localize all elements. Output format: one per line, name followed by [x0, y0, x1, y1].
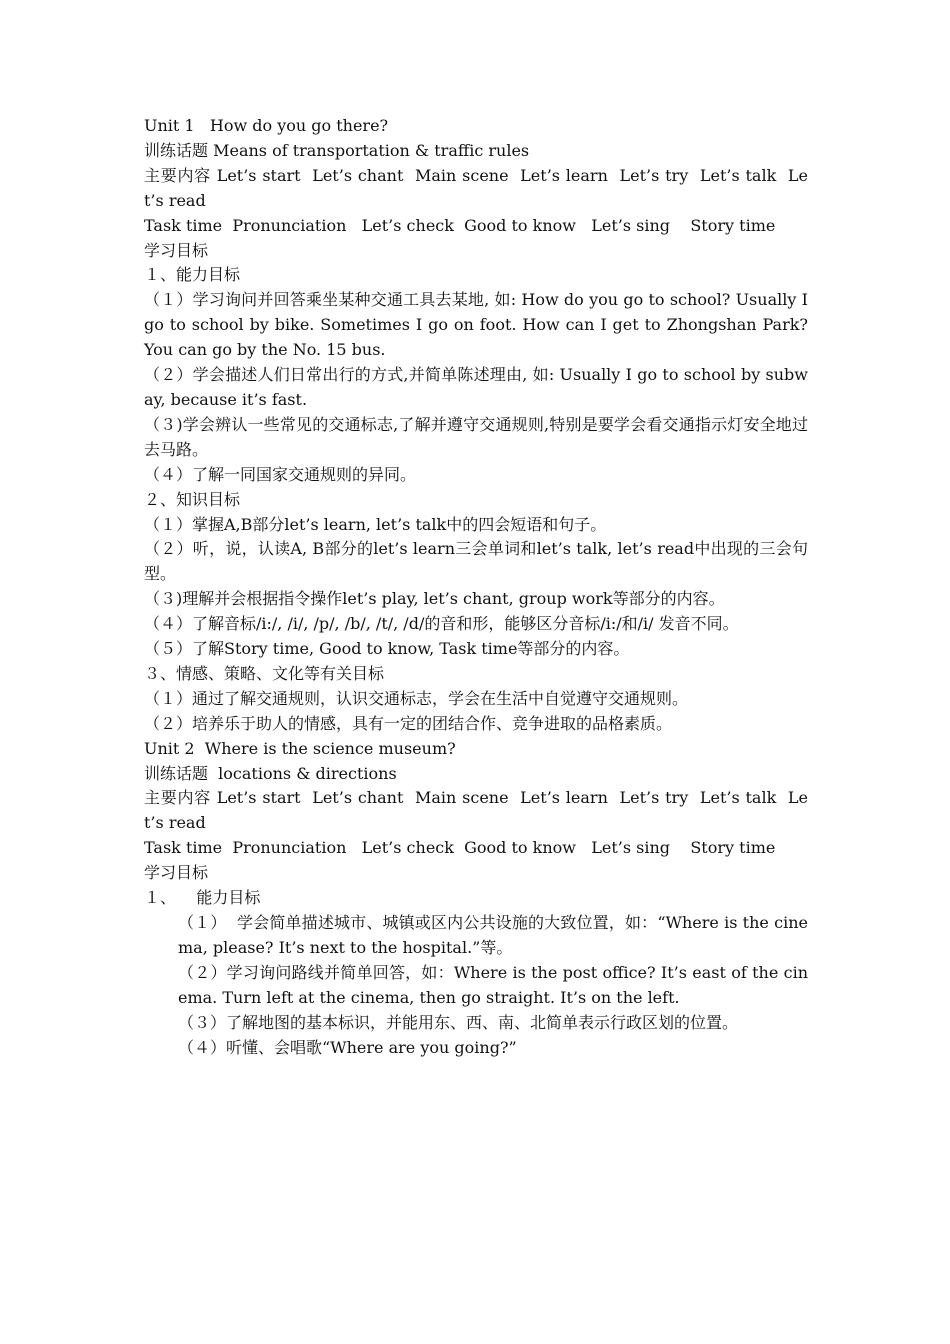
unit1-knowledge-item: （１）掌握A,B部分let’s learn, let’s talk中的四会短语和句子。: [144, 514, 607, 534]
unit1-affect-heading: ３、情感、策略、文化等有关目标: [144, 663, 385, 683]
unit2-topic: 训练话题 locations & directions: [144, 763, 397, 783]
unit1-knowledge-item: （３)理解并会根据指令操作let’s play, let’s chant, group work等部分的内容。: [144, 589, 725, 609]
unit2-content-line1: 主要内容 Let’s start Let’s chant Main scene Let’s learn Let’s try Let’s talk Let’s read: [144, 788, 808, 833]
unit2-ability-heading: １、 能力目标: [144, 888, 261, 908]
document-body: [144, 114, 814, 1060]
unit1-ability-item: （１）学习询问并回答乘坐某种交通工具去某地, 如: How do you go to school? Usually I go to school by bike. Sometimes I go on foot. How can I get to Zhongshan Park? You can go by the No. 15 bus.: [144, 290, 814, 360]
unit1-knowledge-item: （２）听，说，认读A, B部分的let’s learn三会单词和let’s talk, let’s read中出现的三会句型。: [144, 539, 808, 584]
unit1-content-line1: 主要内容 Let’s start Let’s chant Main scene Let’s learn Let’s try Let’s talk Let’s read: [144, 165, 808, 210]
unit1-ability-item: （２）学会描述人们日常出行的方式,并简单陈述理由, 如: Usually I go to school by subway, because it’s fast.: [144, 365, 808, 409]
unit1-ability-heading: １、能力目标: [144, 265, 241, 285]
unit1-content-line2: Task time Pronunciation Let’s check Good to know Let’s sing Story time: [144, 215, 776, 235]
unit2-ability-item: （２）学习询问路线并简单回答，如：Where is the post office? It’s east of the cinema. Turn left at the cinema, then go straight. It’s on the left.: [178, 962, 808, 1007]
unit1-title: Unit 1 How do you go there?: [144, 116, 389, 135]
unit1-goals-heading: 学习目标: [144, 240, 209, 260]
unit1-knowledge-item: （４）了解音标/i:/, /i/, /p/, /b/, /t/, /d/的音和形，能够区分音标/i:/和/i/ 发音不同。: [144, 614, 739, 634]
unit1-ability-item: （４）了解一同国家交通规则的异同。: [144, 464, 417, 484]
unit2-goals-heading: 学习目标: [144, 863, 209, 883]
unit2-ability-item: （３）了解地图的基本标识，并能用东、西、南、北简单表示行政区划的位置。: [178, 1012, 739, 1032]
unit2-title: Unit 2 Where is the science museum?: [144, 738, 456, 758]
unit1-topic: 训练话题 Means of transportation & traffic rules: [144, 140, 530, 160]
unit2-content-line2: Task time Pronunciation Let’s check Good to know Let’s sing Story time: [144, 838, 776, 858]
unit1-affect-item: （２）培养乐于助人的情感，具有一定的团结合作、竞争进取的品格素质。: [144, 713, 673, 733]
unit1-affect-item: （１）通过了解交通规则，认识交通标志，学会在生活中自觉遵守交通规则。: [144, 688, 689, 708]
unit2-ability-item: （１） 学会简单描述城市、城镇或区内公共设施的大致位置，如：“Where is the cinema, please? It’s next to the hospital.”等。: [178, 913, 808, 957]
unit2-ability-item: （４）听懂、会唱歌“Where are you going?”: [178, 1037, 517, 1057]
unit1-knowledge-item: （５）了解Story time, Good to know, Task time等部分的内容。: [144, 639, 630, 659]
unit1-knowledge-heading: ２、知识目标: [144, 489, 241, 509]
unit1-ability-item: （３)学会辨认一些常见的交通标志,了解并遵守交通规则,特别是要学会看交通指示灯安全地过去马路。: [144, 414, 808, 459]
